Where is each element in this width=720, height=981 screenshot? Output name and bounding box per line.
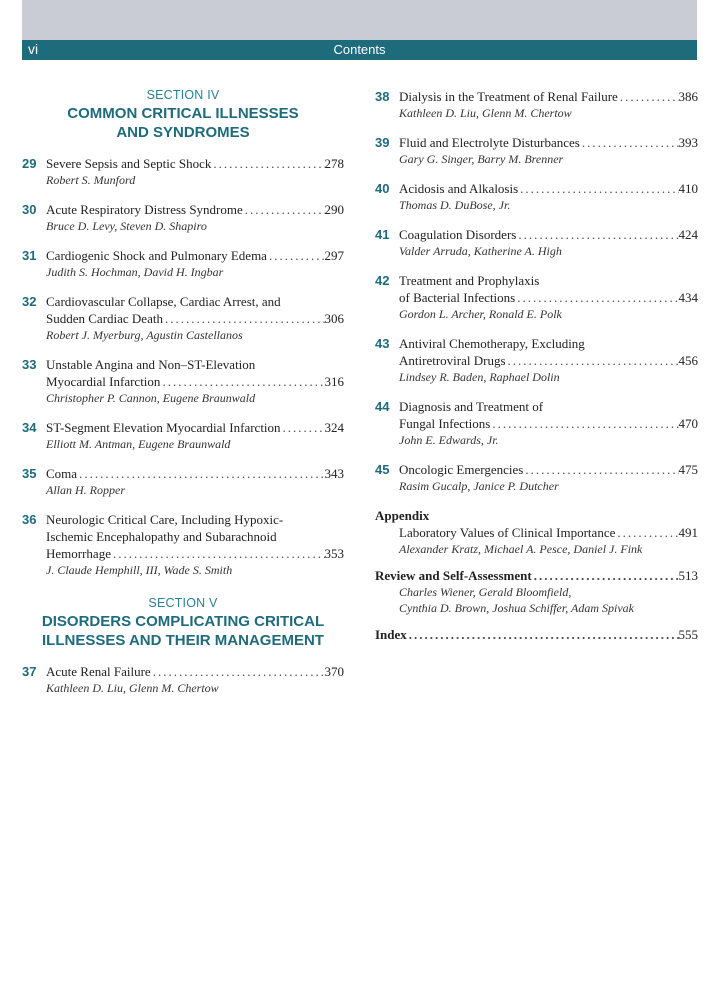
left-column — [22, 88, 344, 709]
chapter-number: 35 — [22, 466, 37, 481]
entry-title-row — [46, 201, 344, 218]
entry-title-row — [46, 155, 344, 172]
entry-title-row — [46, 545, 344, 562]
page-number: vi — [28, 41, 39, 57]
toc-entry[interactable] — [375, 272, 698, 322]
toc-entry[interactable] — [22, 511, 344, 578]
page-ref: 470 — [678, 416, 698, 431]
entry-authors: Rasim Gucalp, Janice P. Dutcher — [399, 479, 559, 493]
entry-title-line: Hemorrhage — [46, 546, 111, 561]
entry-title-row — [399, 226, 698, 243]
chapter-number: 34 — [22, 420, 37, 435]
section-v-title: DISORDERS COMPLICATING CRITICAL ILLNESSES AND THEIR MANAGEMENT — [41, 613, 325, 649]
appendix-authors: Alexander Kratz, Michael A. Pesce, Daniel J. Fink — [399, 542, 643, 556]
entry-title-line: Dialysis in the Treatment of Renal Failure — [399, 89, 618, 104]
toc-entry[interactable] — [375, 88, 698, 121]
page-ref: 324 — [324, 420, 344, 435]
section-v-label: SECTION V — [148, 596, 218, 610]
page-ref: 306 — [324, 311, 344, 326]
toc-entry[interactable] — [22, 201, 344, 234]
chapter-number: 45 — [375, 462, 390, 477]
entry-authors: Robert J. Myerburg, Agustin Castellanos — [46, 328, 243, 342]
chapter-number: 38 — [375, 89, 390, 104]
chapter-number: 33 — [22, 357, 37, 372]
entry-title-line: Cardiovascular Collapse, Cardiac Arrest, and — [46, 294, 281, 309]
page-ref: 370 — [324, 664, 344, 679]
leader-dots — [163, 310, 325, 327]
entry-authors: Valder Arruda, Katherine A. High — [399, 244, 562, 258]
leader-dots — [211, 155, 324, 172]
entry-authors: Kathleen D. Liu, Glenn M. Chertow — [399, 106, 572, 120]
leader-dots — [516, 226, 678, 243]
section-iv-title: COMMON CRITICAL ILLNESSES AND SYNDROMES — [67, 105, 299, 141]
entry-authors: Kathleen D. Liu, Glenn M. Chertow — [46, 681, 219, 695]
chapter-number: 29 — [22, 156, 37, 171]
right-column — [375, 88, 698, 656]
entry-title-row — [46, 247, 344, 264]
entry-title-row — [399, 134, 698, 151]
leader-dots — [515, 289, 678, 306]
appendix-title-line — [399, 524, 698, 541]
chapter-number: 39 — [375, 135, 390, 150]
page-ref: 297 — [324, 248, 344, 263]
toc-entry[interactable] — [375, 335, 698, 385]
index-title-line — [375, 626, 698, 643]
chapter-number: 36 — [22, 512, 37, 527]
toc-entry[interactable] — [22, 293, 344, 343]
page-ref: 353 — [324, 546, 344, 561]
entry-authors: Elliott M. Antman, Eugene Braunwald — [46, 437, 231, 451]
toc-entry[interactable] — [22, 663, 344, 696]
page-ref: 290 — [324, 202, 344, 217]
toc-entry[interactable] — [375, 398, 698, 448]
leader-dots — [506, 352, 679, 369]
entry-title-line: Neurologic Critical Care, Including Hypoxic- — [46, 512, 284, 527]
chapter-number: 41 — [375, 227, 390, 242]
page-ref: 424 — [678, 227, 698, 242]
entry-title-row — [399, 461, 698, 478]
appendix-entry[interactable] — [375, 507, 698, 557]
entry-title-row — [46, 373, 344, 390]
entry-title-row — [399, 352, 698, 369]
chapter-number: 31 — [22, 248, 37, 263]
chapter-number: 44 — [375, 399, 390, 414]
entry-authors: Allan H. Ropper — [46, 483, 125, 497]
entry-title-line: Severe Sepsis and Septic Shock — [46, 156, 212, 171]
entry-title-line: Acidosis and Alkalosis — [399, 181, 519, 196]
entry-title-line: Cardiogenic Shock and Pulmonary Edema — [46, 248, 267, 263]
toc-entry[interactable] — [22, 155, 344, 188]
index-title: Index — [375, 627, 407, 642]
entry-authors: J. Claude Hemphill, III, Wade S. Smith — [46, 563, 233, 577]
leader-dots — [151, 663, 325, 680]
leader-dots — [532, 567, 679, 584]
review-title-line — [375, 567, 698, 584]
toc-entry[interactable] — [375, 226, 698, 259]
leader-dots — [615, 524, 678, 541]
entry-title-row — [46, 310, 344, 327]
page-ref: 316 — [324, 374, 344, 389]
entry-title-line: Acute Respiratory Distress Syndrome — [46, 202, 243, 217]
leader-dots — [160, 373, 324, 390]
chapter-number: 40 — [375, 181, 390, 196]
chapter-number: 30 — [22, 202, 37, 217]
entry-title-line: Unstable Angina and Non–ST-Elevation — [46, 357, 256, 372]
entry-title-line: Fungal Infections — [399, 416, 491, 431]
toc-entry[interactable] — [22, 465, 344, 498]
top-band — [22, 0, 697, 40]
entry-title-line: Sudden Cardiac Death — [46, 311, 163, 326]
entry-title-line: Coma — [46, 466, 78, 481]
entry-authors: John E. Edwards, Jr. — [399, 433, 499, 447]
entry-title-row — [399, 415, 698, 432]
entry-title-row — [399, 180, 698, 197]
leader-dots — [518, 180, 678, 197]
entry-authors: Lindsey R. Baden, Raphael Dolin — [399, 370, 560, 384]
entry-authors: Gordon L. Archer, Ronald E. Polk — [399, 307, 562, 321]
section-v-entries — [22, 663, 344, 696]
review-page: 513 — [678, 568, 698, 583]
leader-dots — [77, 465, 324, 482]
toc-entry[interactable] — [22, 419, 344, 452]
page-ref: 456 — [678, 353, 698, 368]
review-entry[interactable] — [375, 567, 698, 616]
entry-title-line: of Bacterial Infections — [399, 290, 516, 305]
entry-title-line: Coagulation Disorders — [399, 227, 517, 242]
entry-title-line: Antiretroviral Drugs — [399, 353, 506, 368]
review-authors-line2: Cynthia D. Brown, Joshua Schiffer, Adam Spivak — [399, 601, 634, 615]
leader-dots — [618, 88, 679, 105]
entry-title-line: Antiviral Chemotherapy, Excluding — [399, 336, 585, 351]
index-entry[interactable] — [375, 626, 698, 643]
entry-title-line: Ischemic Encephalopathy and Subarachnoid — [46, 529, 277, 544]
leader-dots — [267, 247, 325, 264]
leader-dots — [490, 415, 678, 432]
entry-title-line: Diagnosis and Treatment of — [399, 399, 544, 414]
toc-entry[interactable] — [375, 180, 698, 213]
appendix-page: 491 — [678, 525, 698, 540]
entry-title-row — [399, 289, 698, 306]
page-ref: 343 — [324, 466, 344, 481]
page-ref: 475 — [678, 462, 698, 477]
chapter-number: 37 — [22, 664, 37, 679]
index-page: 555 — [678, 627, 698, 642]
appendix-heading: Appendix — [375, 508, 430, 523]
page-ref: 386 — [678, 89, 698, 104]
review-authors-line1: Charles Wiener, Gerald Bloomfield, — [399, 585, 572, 599]
entry-title-line: Myocardial Infarction — [46, 374, 161, 389]
chapter-number: 42 — [375, 273, 390, 288]
section-iv-label: SECTION IV — [146, 88, 220, 102]
page-ref: 278 — [324, 156, 344, 171]
leader-dots — [111, 545, 325, 562]
running-head: Contents — [333, 42, 386, 57]
appendix-title: Laboratory Values of Clinical Importance — [399, 525, 616, 540]
chapter-number: 43 — [375, 336, 390, 351]
entry-authors: Thomas D. DuBose, Jr. — [399, 198, 511, 212]
entry-authors: Robert S. Munford — [46, 173, 136, 187]
toc-entry[interactable] — [22, 356, 344, 406]
entry-title-line: Fluid and Electrolyte Disturbances — [399, 135, 580, 150]
entry-title-line: ST-Segment Elevation Myocardial Infarction — [46, 420, 281, 435]
leader-dots — [580, 134, 679, 151]
running-header-bar — [22, 40, 697, 60]
entry-title-row — [46, 663, 344, 680]
entry-authors: Bruce D. Levy, Steven D. Shapiro — [46, 219, 207, 233]
entry-title-line: Treatment and Prophylaxis — [399, 273, 540, 288]
entry-authors: Christopher P. Cannon, Eugene Braunwald — [46, 391, 256, 405]
review-title: Review and Self-Assessment — [375, 568, 532, 583]
entry-title-row — [46, 465, 344, 482]
toc-entry[interactable] — [375, 134, 698, 167]
entry-authors: Gary G. Singer, Barry M. Brenner — [399, 152, 564, 166]
right-entries — [375, 88, 698, 494]
entry-authors: Judith S. Hochman, David H. Ingbar — [46, 265, 224, 279]
leader-dots — [407, 626, 679, 643]
entry-title-row — [399, 88, 698, 105]
toc-entry[interactable] — [22, 247, 344, 280]
entry-title-line: Oncologic Emergencies — [399, 462, 524, 477]
toc-entry[interactable] — [375, 461, 698, 494]
entry-title-row — [46, 419, 344, 436]
leader-dots — [523, 461, 678, 478]
chapter-number: 32 — [22, 294, 37, 309]
leader-dots — [243, 201, 325, 218]
entry-title-line: Acute Renal Failure — [46, 664, 151, 679]
page-ref: 410 — [678, 181, 698, 196]
section-iv-entries — [22, 155, 344, 578]
page-ref: 393 — [678, 135, 698, 150]
leader-dots — [281, 419, 325, 436]
page-ref: 434 — [678, 290, 698, 305]
